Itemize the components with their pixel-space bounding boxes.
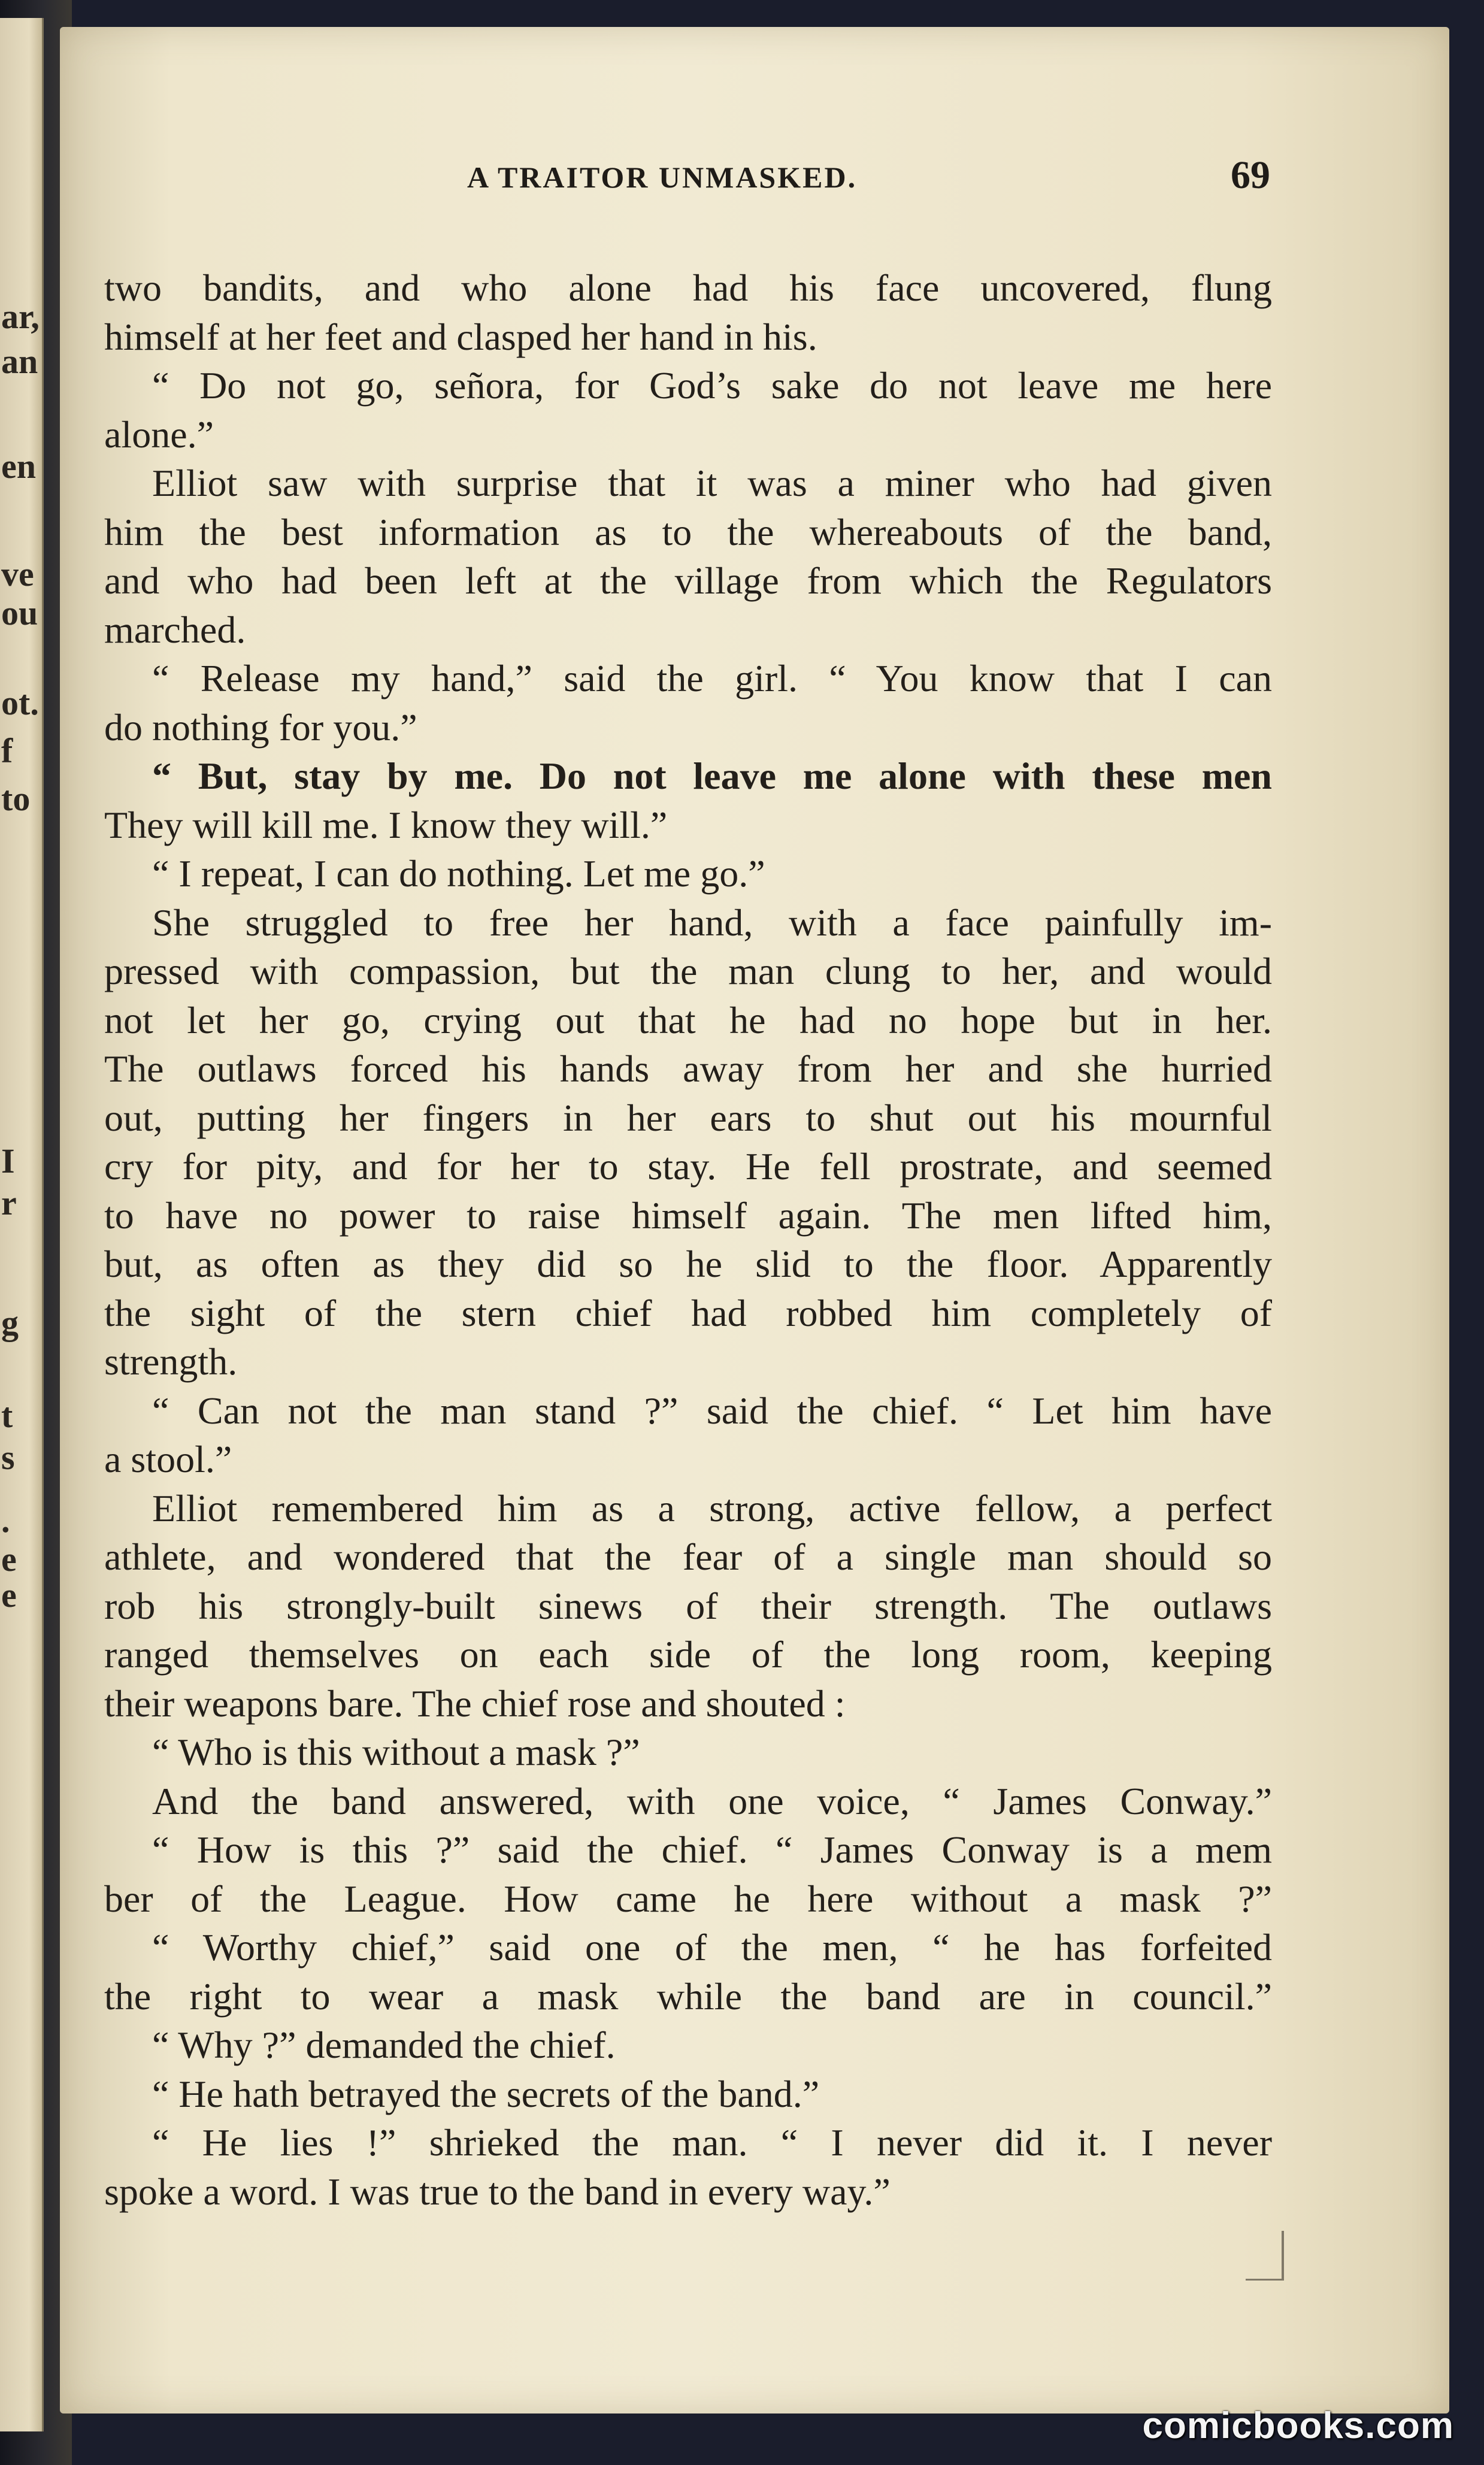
text-line: “ Worthy chief,” said one of the men, “ he has forfeited [152, 1926, 1272, 1969]
text-line: athlete, and wondered that the fear of a single man should so [104, 1536, 1272, 1578]
text-line: pressed with compassion, but the man clung to her, and would [104, 950, 1272, 992]
facing-page-fragment: r [1, 1183, 17, 1222]
text-line: cry for pity, and for her to stay. He fell prostrate, and seemed [104, 1145, 1272, 1188]
text-line: alone.” [104, 413, 214, 456]
text-line: but, as often as they did so he slid to the floor. Apparently [104, 1243, 1272, 1285]
running-head-title: A TRAITOR UNMASKED. [467, 161, 858, 194]
text-line: “ I repeat, I can do nothing. Let me go.” [152, 852, 765, 895]
printer-end-mark [1246, 2231, 1284, 2281]
text-line: Elliot remembered him as a strong, active fellow, a perfect [152, 1486, 1272, 1530]
text-line: and who had been left at the village from which the Regulators [104, 559, 1272, 602]
book-page [60, 27, 1449, 2413]
facing-page-fragment: I [1, 1141, 15, 1180]
watermark: comicbooks.com [1142, 2405, 1454, 2446]
facing-page-fragment: s [1, 1438, 15, 1477]
text-line: himself at her feet and clasped her hand in his. [104, 315, 817, 358]
text-line: And the band answered, with one voice, “ James Conway.” [152, 1779, 1272, 1822]
facing-page-fragment: ve [1, 555, 34, 593]
facing-page-fragment: en [1, 447, 36, 486]
text-line: him the best information as to the whereabouts of the band, [104, 510, 1272, 553]
facing-page-fragment: ou [1, 593, 38, 632]
facing-page-fragment: an [1, 342, 38, 381]
text-line: out, putting her fingers in her ears to shut out his mournful [104, 1096, 1272, 1139]
text-line: “ Do not go, señora, for God’s sake do not leave me here [152, 364, 1272, 407]
text-line: strength. [104, 1340, 238, 1383]
text-line: ranged themselves on each side of the long room, keeping [104, 1633, 1272, 1676]
text-line: “ Why ?” demanded the chief. [152, 2024, 616, 2066]
facing-page-fragment: . [1, 1501, 10, 1540]
text-line: rob his strongly-built sinews of their strength. The outlaws [104, 1584, 1272, 1627]
text-line: “ He lies !” shrieked the man. “ I never did it. I never [152, 2121, 1272, 2164]
text-line: “ Release my hand,” said the girl. “ You know that I can [152, 657, 1272, 699]
facing-page-fragment: ar, [1, 297, 40, 336]
facing-page-fragment: e [1, 1576, 17, 1615]
text-line: “ But, stay by me. Do not leave me alone with these men [152, 755, 1272, 797]
text-line: do nothing for you.” [104, 705, 417, 749]
text-line: marched. [104, 608, 246, 651]
text-line: They will kill me. I know they will.” [104, 803, 668, 846]
text-line: not let her go, crying out that he had no hope but in her. [104, 998, 1272, 1041]
running-head [60, 153, 1449, 208]
facing-page-fragment: ot. [1, 683, 39, 722]
text-line: ber of the League. How came he here without a mask ?” [104, 1877, 1272, 1920]
text-line: to have no power to raise himself again. The men lifted him, [104, 1194, 1272, 1237]
page-number: 69 [1231, 153, 1270, 197]
text-line: “ How is this ?” said the chief. “ James Conway is a mem [152, 1828, 1272, 1871]
text-line: Elliot saw with surprise that it was a miner who had given [152, 462, 1272, 504]
body-text [104, 264, 1272, 2216]
text-line: the right to wear a mask while the band are in council.” [104, 1975, 1272, 2018]
text-line: She struggled to free her hand, with a face painfully im- [152, 901, 1272, 944]
facing-page-fragment: e [1, 1540, 17, 1579]
text-line: their weapons bare. The chief rose and shouted : [104, 1682, 846, 1725]
text-line: a stool.” [104, 1438, 232, 1480]
text-line: The outlaws forced his hands away from her and she hurried [104, 1047, 1272, 1090]
facing-page-fragment: t [1, 1396, 13, 1435]
facing-page-edge [0, 18, 44, 2431]
text-line: spoke a word. I was true to the band in every way.” [104, 2170, 891, 2213]
facing-page-fragment: to [1, 779, 31, 818]
text-line: two bandits, and who alone had his face uncovered, flung [104, 267, 1272, 309]
facing-page-fragment: f [1, 731, 13, 770]
text-line: “ Who is this without a mask ?” [152, 1731, 640, 1773]
text-line: the sight of the stern chief had robbed him completely of [104, 1291, 1272, 1334]
text-line: “ Can not the man stand ?” said the chief. “ Let him have [152, 1389, 1272, 1432]
facing-page-fragment: g [1, 1303, 19, 1342]
text-line: “ He hath betrayed the secrets of the band.” [152, 2072, 820, 2115]
